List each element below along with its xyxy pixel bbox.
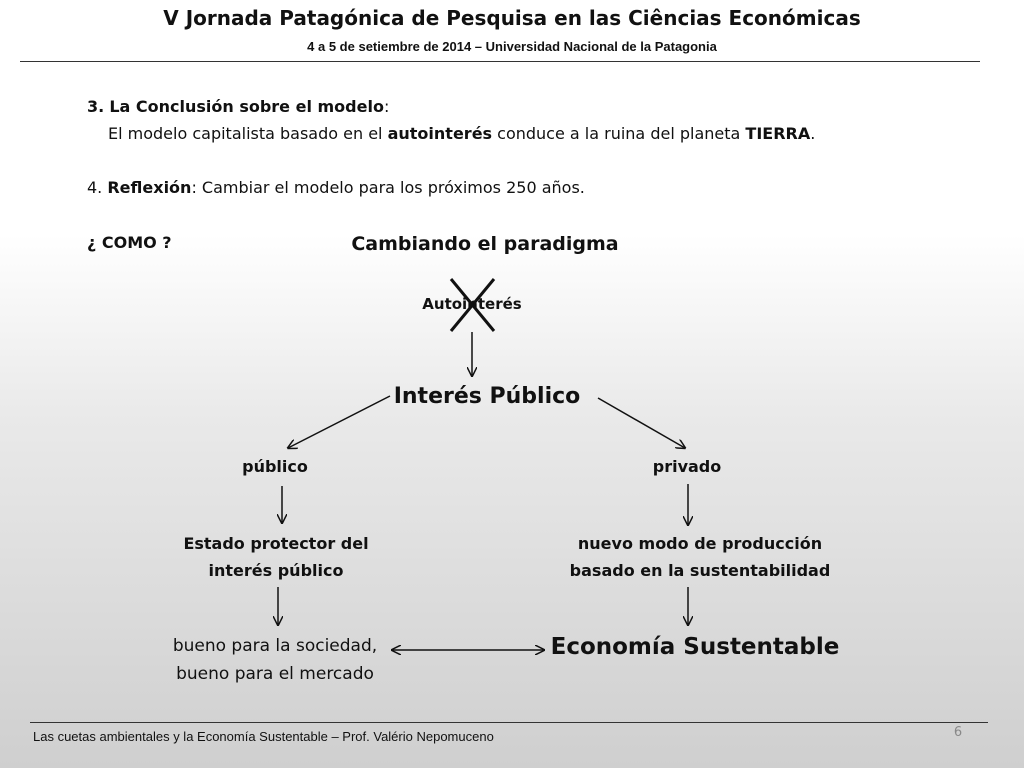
conclusion-number: 3. bbox=[87, 97, 105, 116]
reflexion-heading: Reflexión bbox=[107, 178, 192, 197]
node-estado-line1: Estado protector del bbox=[183, 534, 369, 553]
reflexion-text: : Cambiar el modelo para los próximos 250 años. bbox=[191, 178, 585, 197]
node-autointeres-crossed: Autointerés bbox=[422, 295, 522, 313]
conclusion-heading-text: La Conclusión sobre el modelo bbox=[109, 97, 384, 116]
node-privado: privado bbox=[652, 457, 722, 476]
conclusion-text-before: El modelo capitalista basado en el bbox=[108, 124, 388, 143]
conclusion-keyword-autointeres: autointerés bbox=[387, 124, 493, 143]
slide-title: V Jornada Patagónica de Pesquisa en las Ciências Económicas bbox=[163, 6, 861, 30]
node-interes-publico: Interés Público bbox=[393, 384, 581, 409]
conclusion-keyword-tierra: TIERRA bbox=[745, 124, 811, 143]
conclusion-colon: : bbox=[383, 97, 390, 116]
node-nuevo-modo bbox=[540, 530, 860, 584]
footer-credit: Las cuetas ambientales y la Economía Sustentable – Prof. Valério Nepomuceno bbox=[33, 729, 494, 744]
node-bueno-line2: bueno para el mercado bbox=[176, 664, 374, 684]
node-publico: público bbox=[242, 457, 308, 476]
node-bueno-line1: bueno para la sociedad, bbox=[172, 636, 378, 656]
node-nuevo-line1: nuevo modo de producción bbox=[577, 534, 823, 553]
page-number: 6 bbox=[953, 725, 963, 740]
slide-subtitle: 4 a 5 de setiembre de 2014 – Universidad Nacional de la Patagonia bbox=[307, 39, 717, 54]
node-bueno bbox=[140, 632, 410, 688]
conclusion-text-end: . bbox=[810, 124, 816, 143]
node-economia-sustentable: Economía Sustentable bbox=[550, 634, 840, 660]
reflexion-number: 4. bbox=[87, 178, 103, 197]
diagram-title: Cambiando el paradigma bbox=[351, 233, 619, 255]
footer-divider bbox=[30, 722, 988, 723]
como-question: ¿ COMO ? bbox=[87, 233, 172, 252]
node-estado-line2: interés público bbox=[208, 561, 344, 580]
conclusion-text-middle: conduce a la ruina del planeta bbox=[492, 124, 746, 143]
node-estado-protector bbox=[150, 530, 402, 584]
arrow-interes-publico-to-privado bbox=[598, 398, 685, 448]
node-nuevo-line2: basado en la sustentabilidad bbox=[569, 561, 831, 580]
